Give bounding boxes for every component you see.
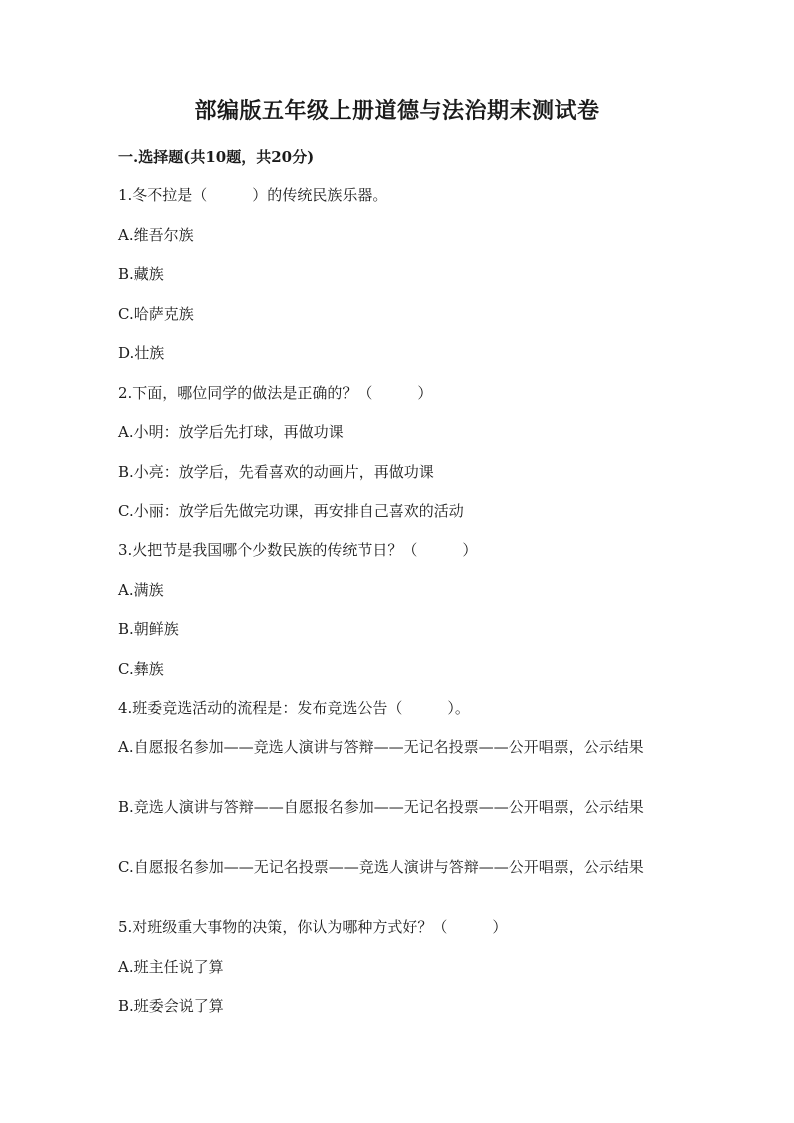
answer-option: A.小明：放学后先打球，再做功课 [118,423,344,441]
answer-option: A.自愿报名参加——竞选人演讲与答辩——无记名投票——公开唱票，公示结果 [118,738,644,756]
answer-option: C.彝族 [118,660,164,678]
question-stem: 5.对班级重大事物的决策，你认为哪种方式好？（ ） [118,918,508,936]
answer-option: C.自愿报名参加——无记名投票——竞选人演讲与答辩——公开唱票，公示结果 [118,858,644,876]
answer-option: A.班主任说了算 [118,958,224,976]
answer-option: B.竞选人演讲与答辩——自愿报名参加——无记名投票——公开唱票，公示结果 [118,798,644,816]
answer-option: D.壮族 [118,344,165,362]
answer-option: B.小亮：放学后，先看喜欢的动画片，再做功课 [118,463,434,481]
section-heading: 一.选择题(共10题，共20分) [118,148,315,166]
question-stem: 1.冬不拉是（ ）的传统民族乐器。 [118,186,388,204]
answer-option: B.班委会说了算 [118,997,224,1015]
answer-option: C.哈萨克族 [118,305,194,323]
question-stem: 2.下面，哪位同学的做法是正确的？（ ） [118,384,433,402]
answer-option: B.朝鲜族 [118,620,179,638]
question-stem: 3.火把节是我国哪个少数民族的传统节日？（ ） [118,541,478,559]
answer-option: C.小丽：放学后先做完功课，再安排自己喜欢的活动 [118,502,464,520]
answer-option: A.满族 [118,581,164,599]
question-stem: 4.班委竞选活动的流程是：发布竞选公告（ ）。 [118,699,470,717]
answer-option: B.藏族 [118,265,164,283]
page-title: 部编版五年级上册道德与法治期末测试卷 [194,98,600,124]
answer-option: A.维吾尔族 [118,226,194,244]
